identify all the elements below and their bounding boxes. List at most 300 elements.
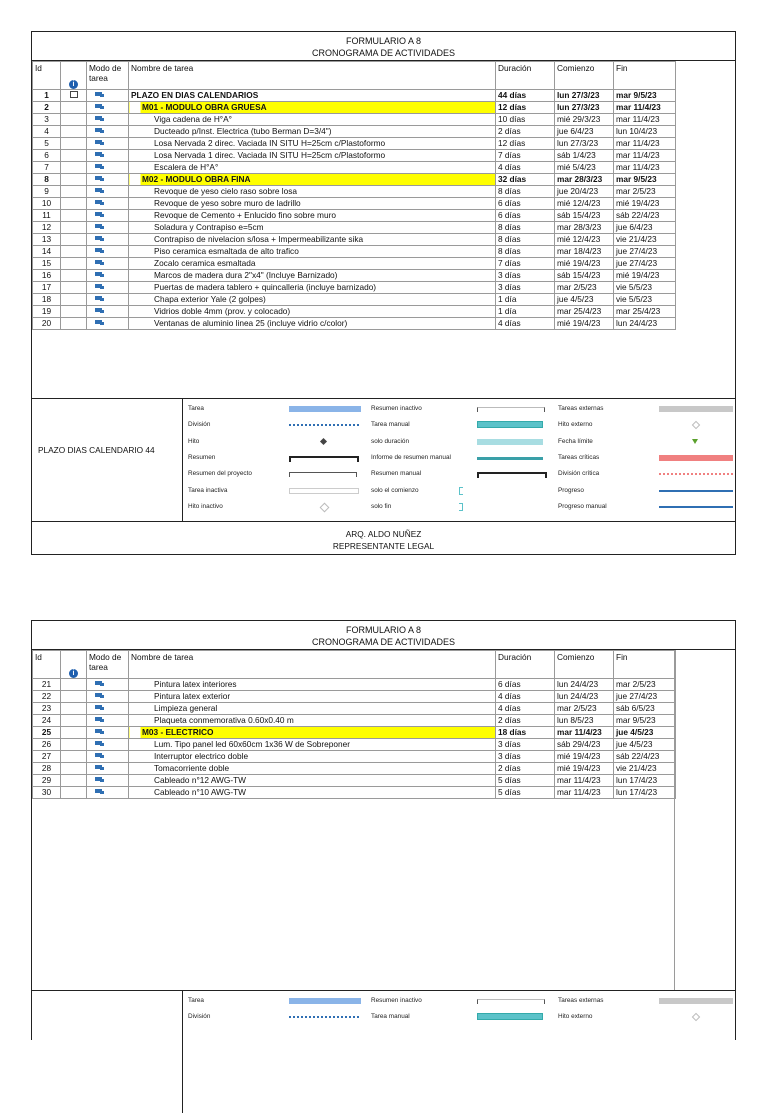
critical-split-swatch	[659, 473, 733, 475]
task-name: Losa Nervada 1 direc. Vaciada IN SITU H=25cm c/Plastoformo	[129, 150, 496, 162]
task-mode	[87, 282, 129, 294]
task-indicator	[61, 727, 87, 739]
task-finish: vie 21/4/23	[614, 763, 676, 775]
task-mode	[87, 174, 129, 186]
task-finish: mar 9/5/23	[614, 174, 676, 186]
auto-schedule-icon	[95, 692, 104, 699]
auto-schedule-icon	[95, 103, 104, 110]
auto-schedule-icon	[95, 223, 104, 230]
task-start: lun 8/5/23	[555, 715, 614, 727]
task-name: Contrapiso de nivelacion s/losa + Impermeabilizante sika	[129, 234, 496, 246]
table-row[interactable]	[33, 102, 676, 114]
task-duration: 12 días	[496, 102, 555, 114]
task-indicator	[61, 138, 87, 150]
task-name: Viga cadena de H°A°	[129, 114, 496, 126]
auto-schedule-icon	[95, 127, 104, 134]
table-right-edge	[674, 650, 675, 990]
task-finish: sáb 6/5/23	[614, 703, 676, 715]
deadline-arrow-icon	[692, 439, 698, 444]
task-id: 11	[33, 210, 61, 222]
task-indicator	[61, 234, 87, 246]
col-duration-header: Duración	[496, 62, 555, 90]
task-start: jue 20/4/23	[555, 186, 614, 198]
task-start: mar 2/5/23	[555, 282, 614, 294]
task-finish: jue 27/4/23	[614, 246, 676, 258]
task-duration: 12 días	[496, 138, 555, 150]
task-mode	[87, 775, 129, 787]
task-duration: 4 días	[496, 703, 555, 715]
auto-schedule-icon	[95, 776, 104, 783]
table-row[interactable]	[33, 727, 676, 739]
task-indicator	[61, 763, 87, 775]
task-mode	[87, 186, 129, 198]
legend-section	[32, 990, 735, 1113]
summary-swatch	[289, 456, 359, 462]
legend-label: Resumen inactivo	[371, 997, 422, 1004]
auto-schedule-icon	[95, 752, 104, 759]
table-row[interactable]	[33, 90, 676, 102]
legend-label: División	[188, 1013, 211, 1021]
task-duration: 2 días	[496, 763, 555, 775]
table-row[interactable]	[33, 198, 676, 210]
table-row[interactable]	[33, 258, 676, 270]
task-id: 25	[33, 727, 61, 739]
manual-summary-swatch	[477, 472, 547, 478]
task-duration: 3 días	[496, 270, 555, 282]
task-indicator	[61, 715, 87, 727]
task-mode	[87, 114, 129, 126]
manual-task-swatch	[477, 1013, 543, 1020]
task-mode	[87, 198, 129, 210]
task-start: lun 27/3/23	[555, 90, 614, 102]
task-finish: vie 5/5/23	[614, 282, 676, 294]
task-mode	[87, 306, 129, 318]
legend-label: Hito externo	[558, 421, 593, 429]
task-name: Revoque de Cemento + Enlucido fino sobre muro	[129, 210, 496, 222]
task-id: 14	[33, 246, 61, 258]
task-duration: 1 día	[496, 294, 555, 306]
legend-label: Resumen manual	[371, 470, 422, 478]
task-duration: 8 días	[496, 186, 555, 198]
task-mode	[87, 727, 129, 739]
task-id: 1	[33, 90, 61, 102]
task-duration: 2 días	[496, 715, 555, 727]
task-start: sáb 15/4/23	[555, 210, 614, 222]
table-row[interactable]	[33, 210, 676, 222]
task-finish: mar 11/4/23	[614, 162, 676, 174]
task-mode	[87, 90, 129, 102]
task-duration: 8 días	[496, 222, 555, 234]
finish-only-symbol	[459, 503, 463, 511]
task-indicator	[61, 198, 87, 210]
auto-schedule-icon	[95, 199, 104, 206]
table-row[interactable]	[33, 222, 676, 234]
task-id: 30	[33, 787, 61, 799]
auto-schedule-icon	[95, 115, 104, 122]
task-indicator	[61, 306, 87, 318]
task-mode	[87, 102, 129, 114]
task-indicator	[61, 246, 87, 258]
task-id: 26	[33, 739, 61, 751]
task-start: sáb 29/4/23	[555, 739, 614, 751]
task-start: mar 11/4/23	[555, 727, 614, 739]
task-mode	[87, 150, 129, 162]
inactive-summary-swatch	[477, 999, 545, 1004]
legend-label: solo el comienzo	[371, 486, 419, 494]
task-id: 3	[33, 114, 61, 126]
auto-schedule-icon	[95, 680, 104, 687]
schedule-title: CRONOGRAMA DE ACTIVIDADES	[311, 48, 456, 58]
task-start: mié 19/4/23	[555, 763, 614, 775]
task-id: 9	[33, 186, 61, 198]
task-start: mié 5/4/23	[555, 162, 614, 174]
legend-label: Hito inactivo	[188, 502, 223, 510]
task-start: jue 4/5/23	[555, 294, 614, 306]
task-indicator	[61, 787, 87, 799]
task-finish: mar 9/5/23	[614, 90, 676, 102]
task-table	[32, 650, 676, 799]
auto-schedule-icon	[95, 259, 104, 266]
task-start: mar 11/4/23	[555, 787, 614, 799]
task-finish: mar 11/4/23	[614, 138, 676, 150]
table-row[interactable]	[33, 282, 676, 294]
task-name: Zocalo ceramica esmaltada	[129, 258, 496, 270]
task-mode	[87, 715, 129, 727]
task-indicator	[61, 751, 87, 763]
project-summary-swatch	[289, 472, 357, 477]
task-finish: sáb 22/4/23	[614, 751, 676, 763]
legend-label: Hito	[188, 437, 200, 445]
table-row[interactable]	[33, 318, 676, 330]
task-finish: jue 6/4/23	[614, 222, 676, 234]
table-row[interactable]	[33, 751, 676, 763]
info-icon: i	[69, 80, 78, 89]
legend-label: Progreso	[558, 486, 584, 494]
task-finish: lun 24/4/23	[614, 318, 676, 330]
task-name: Puertas de madera tablero + quincalleria (incluye barnizado)	[129, 282, 496, 294]
external-milestone-symbol	[692, 1013, 700, 1021]
task-start: mié 29/3/23	[555, 114, 614, 126]
task-duration: 32 días	[496, 174, 555, 186]
task-indicator	[61, 102, 87, 114]
task-finish: jue 4/5/23	[614, 727, 676, 739]
task-id: 20	[33, 318, 61, 330]
auto-schedule-icon	[95, 283, 104, 290]
task-mode	[87, 270, 129, 282]
task-name: Piso ceramica esmaltada de alto trafico	[129, 246, 496, 258]
table-row[interactable]	[33, 306, 676, 318]
task-name: Pintura latex interiores	[129, 679, 496, 691]
task-indicator	[61, 775, 87, 787]
task-id: 27	[33, 751, 61, 763]
col-duration-header: Duración	[496, 651, 555, 679]
task-finish: jue 4/5/23	[614, 739, 676, 751]
manual-task-swatch	[477, 421, 543, 428]
task-start: lun 27/3/23	[555, 102, 614, 114]
task-duration: 8 días	[496, 234, 555, 246]
task-indicator	[61, 210, 87, 222]
legend-label: Informe de resumen manual	[371, 453, 451, 461]
auto-schedule-icon	[95, 788, 104, 795]
table-row[interactable]	[33, 234, 676, 246]
col-finish-header: Fin	[614, 651, 676, 679]
task-mode	[87, 258, 129, 270]
schedule-title: CRONOGRAMA DE ACTIVIDADES	[311, 637, 456, 647]
task-indicator	[61, 114, 87, 126]
task-mode	[87, 739, 129, 751]
legend-label: Tarea	[188, 405, 204, 412]
task-duration: 3 días	[496, 751, 555, 763]
legend-label: Tarea inactiva	[188, 486, 228, 494]
legend-label: Resumen inactivo	[371, 405, 422, 412]
task-mode	[87, 703, 129, 715]
progress-swatch	[659, 490, 733, 492]
task-duration: 8 días	[496, 246, 555, 258]
task-duration: 4 días	[496, 691, 555, 703]
task-id: 2	[33, 102, 61, 114]
legend-label: Resumen del proyecto	[188, 470, 252, 478]
manual-summary-rollup-swatch	[477, 457, 543, 460]
task-indicator	[61, 294, 87, 306]
table-row[interactable]	[33, 138, 676, 150]
task-start: mié 19/4/23	[555, 258, 614, 270]
auto-schedule-icon	[95, 91, 104, 98]
task-indicator	[61, 150, 87, 162]
auto-schedule-icon	[95, 211, 104, 218]
task-indicator	[61, 739, 87, 751]
task-mode	[87, 318, 129, 330]
task-start: lun 24/4/23	[555, 691, 614, 703]
col-id-header: Id	[33, 651, 61, 679]
task-mode	[87, 138, 129, 150]
duration-only-swatch	[477, 439, 543, 445]
table-row[interactable]	[33, 703, 676, 715]
table-row[interactable]	[33, 691, 676, 703]
signature-block	[32, 528, 735, 552]
table-row[interactable]	[33, 294, 676, 306]
inactive-task-swatch	[289, 488, 359, 494]
task-indicator	[61, 258, 87, 270]
task-name: PLAZO EN DIAS CALENDARIOS	[129, 90, 496, 102]
task-name: Lum. Tipo panel led 60x60cm 1x36 W de Sobreponer	[129, 739, 496, 751]
task-id: 21	[33, 679, 61, 691]
auto-schedule-icon	[95, 271, 104, 278]
auto-schedule-icon	[95, 247, 104, 254]
task-name: Limpieza general	[129, 703, 496, 715]
task-indicator	[61, 174, 87, 186]
table-row[interactable]	[33, 174, 676, 186]
task-id: 28	[33, 763, 61, 775]
external-tasks-swatch	[659, 406, 733, 412]
task-mode	[87, 679, 129, 691]
task-mode	[87, 162, 129, 174]
legend-label: Tareas externas	[558, 405, 604, 412]
table-row[interactable]	[33, 162, 676, 174]
signer-role: REPRESENTANTE LEGAL	[332, 541, 435, 551]
task-start: jue 6/4/23	[555, 126, 614, 138]
task-name: M01 - MODULO OBRA GRUESA	[129, 102, 496, 114]
task-duration: 5 días	[496, 775, 555, 787]
table-row[interactable]	[33, 787, 676, 799]
task-id: 29	[33, 775, 61, 787]
start-only-symbol	[459, 487, 463, 495]
legend-label: División crítica	[558, 470, 600, 478]
task-finish: mié 19/4/23	[614, 270, 676, 282]
auto-schedule-icon	[95, 728, 104, 735]
col-finish-header: Fin	[614, 62, 676, 90]
task-start: mar 2/5/23	[555, 703, 614, 715]
legend-divider	[182, 991, 183, 1113]
form-title: FORMULARIO A 8	[345, 625, 422, 635]
form-title: FORMULARIO A 8	[345, 36, 422, 46]
legend-divider	[182, 399, 183, 521]
task-start: sáb 1/4/23	[555, 150, 614, 162]
col-info-header	[61, 62, 87, 90]
task-mode	[87, 126, 129, 138]
task-start: lun 24/4/23	[555, 679, 614, 691]
calendar-icon	[70, 91, 78, 98]
task-start: lun 27/3/23	[555, 138, 614, 150]
auto-schedule-icon	[95, 307, 104, 314]
task-start: mar 11/4/23	[555, 775, 614, 787]
table-row[interactable]	[33, 150, 676, 162]
task-finish: mar 11/4/23	[614, 102, 676, 114]
col-mode-header: Modo de tarea	[87, 651, 129, 679]
task-duration: 5 días	[496, 787, 555, 799]
task-id: 16	[33, 270, 61, 282]
task-id: 6	[33, 150, 61, 162]
col-id-header: Id	[33, 62, 61, 90]
task-duration: 2 días	[496, 126, 555, 138]
task-name: Escalera de H°A°	[129, 162, 496, 174]
table-row[interactable]	[33, 186, 676, 198]
schedule-page-2	[31, 620, 736, 1040]
split-swatch	[289, 424, 359, 426]
task-name: Revoque de yeso cielo raso sobre losa	[129, 186, 496, 198]
task-start: mar 28/3/23	[555, 174, 614, 186]
task-finish: mar 25/4/23	[614, 306, 676, 318]
task-name: Cableado n°12 AWG-TW	[129, 775, 496, 787]
table-row[interactable]	[33, 679, 676, 691]
task-id: 7	[33, 162, 61, 174]
inactive-summary-swatch	[477, 407, 545, 412]
task-id: 5	[33, 138, 61, 150]
task-name: M02 - MODULO OBRA FINA	[129, 174, 496, 186]
task-indicator	[61, 318, 87, 330]
task-duration: 4 días	[496, 318, 555, 330]
task-mode	[87, 246, 129, 258]
auto-schedule-icon	[95, 716, 104, 723]
critical-tasks-swatch	[659, 455, 733, 461]
task-indicator	[61, 270, 87, 282]
table-row[interactable]	[33, 246, 676, 258]
page-title	[32, 621, 735, 650]
task-id: 4	[33, 126, 61, 138]
table-row[interactable]	[33, 715, 676, 727]
task-id: 24	[33, 715, 61, 727]
task-indicator	[61, 186, 87, 198]
legend-label: solo duración	[371, 437, 410, 445]
task-indicator	[61, 90, 87, 102]
legend-label: Tarea manual	[371, 421, 410, 429]
info-icon: i	[69, 669, 78, 678]
auto-schedule-icon	[95, 740, 104, 747]
task-id: 22	[33, 691, 61, 703]
task-name: M03 - ELECTRICO	[129, 727, 496, 739]
legend-label: Hito externo	[558, 1013, 593, 1021]
table-row[interactable]	[33, 126, 676, 138]
task-id: 8	[33, 174, 61, 186]
task-start: mar 28/3/23	[555, 222, 614, 234]
task-name: Vidrios doble 4mm (prov. y colocado)	[129, 306, 496, 318]
external-tasks-swatch	[659, 998, 733, 1004]
task-name: Tomacorriente doble	[129, 763, 496, 775]
task-id: 19	[33, 306, 61, 318]
task-bar-swatch	[289, 998, 361, 1004]
task-duration: 6 días	[496, 679, 555, 691]
auto-schedule-icon	[95, 175, 104, 182]
table-row[interactable]	[33, 114, 676, 126]
inactive-milestone-symbol	[320, 502, 330, 512]
task-duration: 1 día	[496, 306, 555, 318]
task-duration: 6 días	[496, 198, 555, 210]
task-name: Soladura y Contrapiso e=5cm	[129, 222, 496, 234]
table-row[interactable]	[33, 739, 676, 751]
signer-name: ARQ. ALDO NUÑEZ	[345, 529, 422, 539]
task-name: Losa Nervada 2 direc. Vaciada IN SITU H=25cm c/Plastoformo	[129, 138, 496, 150]
col-start-header: Comienzo	[555, 651, 614, 679]
task-mode	[87, 294, 129, 306]
task-start: mié 12/4/23	[555, 198, 614, 210]
task-finish: sáb 22/4/23	[614, 210, 676, 222]
task-finish: mar 9/5/23	[614, 715, 676, 727]
milestone-symbol	[320, 438, 327, 445]
split-swatch	[289, 1016, 359, 1018]
task-finish: vie 21/4/23	[614, 234, 676, 246]
task-start: mar 18/4/23	[555, 246, 614, 258]
table-row[interactable]	[33, 270, 676, 282]
task-mode	[87, 222, 129, 234]
task-duration: 10 días	[496, 114, 555, 126]
task-duration: 18 días	[496, 727, 555, 739]
task-name: Ducteado p/Inst. Electrica (tubo Berman D=3/4")	[129, 126, 496, 138]
legend-label: Fecha límite	[558, 437, 593, 445]
task-indicator	[61, 126, 87, 138]
table-row[interactable]	[33, 763, 676, 775]
col-info-header	[61, 651, 87, 679]
legend-label: solo fin	[371, 502, 392, 510]
task-indicator	[61, 282, 87, 294]
legend-section	[32, 398, 735, 522]
auto-schedule-icon	[95, 704, 104, 711]
task-id: 17	[33, 282, 61, 294]
legend-label: Progreso manual	[558, 502, 607, 510]
task-id: 13	[33, 234, 61, 246]
task-finish: vie 5/5/23	[614, 294, 676, 306]
task-indicator	[61, 691, 87, 703]
task-name: Marcos de madera dura 2"x4" (Incluye Barnizado)	[129, 270, 496, 282]
legend-label: Tarea	[188, 997, 204, 1004]
task-start: mié 12/4/23	[555, 234, 614, 246]
task-finish: lun 10/4/23	[614, 126, 676, 138]
auto-schedule-icon	[95, 187, 104, 194]
auto-schedule-icon	[95, 163, 104, 170]
task-id: 23	[33, 703, 61, 715]
task-indicator	[61, 703, 87, 715]
task-name: Plaqueta conmemorativa 0.60x0.40 m	[129, 715, 496, 727]
table-row[interactable]	[33, 775, 676, 787]
task-id: 18	[33, 294, 61, 306]
